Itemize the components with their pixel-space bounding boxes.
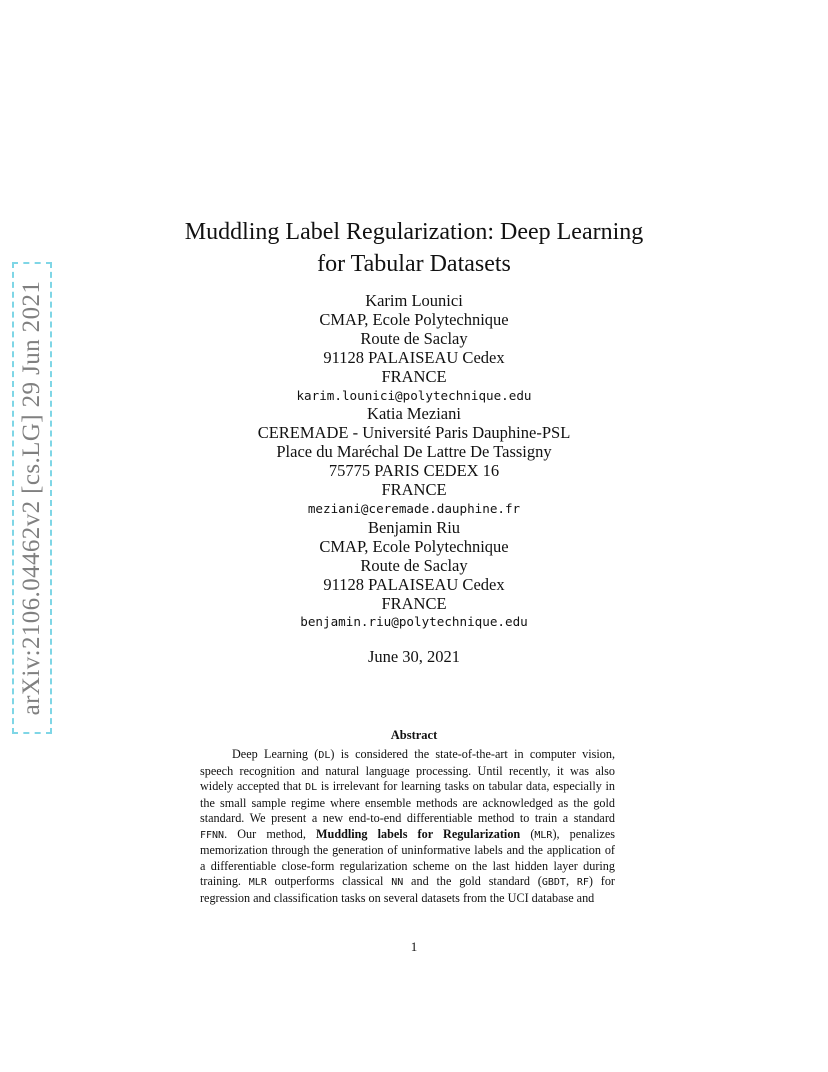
abstract-acronym: MLR (534, 829, 553, 841)
abstract-method-name: Muddling labels for Regularization (316, 826, 521, 841)
abstract-text: , (565, 874, 577, 888)
author-email: benjamin.riu@polytechnique.edu (300, 614, 528, 630)
abstract-acronym: DL (305, 782, 318, 793)
abstract-text: ) is considered the state-of-the-art in computer vision, speech recognition and natural language processing. Until recently, it was also widely accepted that (200, 747, 616, 793)
abstract-body (200, 747, 615, 906)
abstract-text: and the gold standard ( (403, 874, 542, 888)
abstract-acronym: FFNN (200, 829, 225, 841)
author-name: Benjamin Riu (367, 517, 461, 537)
abstract-acronym: GBDT (541, 877, 566, 888)
abstract-text: ) for regression and classification tasks on several datasets from the UCI database and (200, 874, 615, 905)
abstract-acronym: MLR (248, 877, 267, 888)
paper-title-line-1: Muddling Label Regularization: Deep Learning (184, 219, 644, 245)
author-street: Route de Saclay (360, 328, 468, 348)
author-affiliation: CMAP, Ecole Polytechnique (319, 536, 509, 556)
abstract-heading: Abstract (390, 728, 438, 742)
publication-date: June 30, 2021 (367, 647, 461, 666)
abstract-text: is irrelevant for learning tasks on tabular data, especially in the small sample regime where ensemble methods are acknowledged as the gold standard. We present a new end-to-end differentiable method to train a standard (200, 779, 615, 825)
author-affiliation: CEREMADE - Université Paris Dauphine-PSL (257, 423, 571, 443)
author-email: karim.lounici@polytechnique.edu (296, 387, 532, 403)
author-block (120, 292, 708, 632)
abstract-text: outperforms classical (266, 874, 392, 888)
author-street: Route de Saclay (360, 555, 468, 575)
paper-title (120, 216, 708, 280)
author-country: FRANCE (381, 366, 447, 386)
author-name: Katia Meziani (367, 404, 461, 424)
paper-title-line-2: for Tabular Datasets (317, 251, 511, 277)
author-street: Place du Maréchal De Lattre De Tassigny (276, 442, 552, 462)
author-country: FRANCE (381, 480, 447, 500)
author-city: 91128 PALAISEAU Cedex (323, 574, 505, 594)
abstract-text: Deep Learning ( (232, 747, 319, 761)
abstract-acronym: DL (318, 750, 331, 761)
author-city: 91128 PALAISEAU Cedex (323, 347, 505, 367)
abstract-text: . Our method, (224, 826, 317, 841)
author-email: meziani@ceremade.dauphine.fr (307, 500, 521, 516)
arxiv-identifier-text: arXiv:2106.04462v2 [cs.LG] 29 Jun 2021 (18, 280, 45, 716)
author-country: FRANCE (381, 593, 447, 613)
author-name: Karim Lounici (365, 291, 463, 310)
abstract-text: ( (520, 826, 535, 841)
abstract-acronym: NN (391, 877, 404, 888)
arxiv-identifier-stamp (12, 262, 52, 734)
author-city: 75775 PARIS CEDEX 16 (328, 461, 500, 481)
abstract-text: ), penalizes memorization through the generation of uninformative labels and the application of a differentiable close-form regularization scheme on the last hidden layer during training. (200, 826, 616, 888)
abstract-acronym: RF (576, 877, 589, 888)
author-affiliation: CMAP, Ecole Polytechnique (319, 309, 509, 329)
page-number: 1 (410, 939, 418, 954)
